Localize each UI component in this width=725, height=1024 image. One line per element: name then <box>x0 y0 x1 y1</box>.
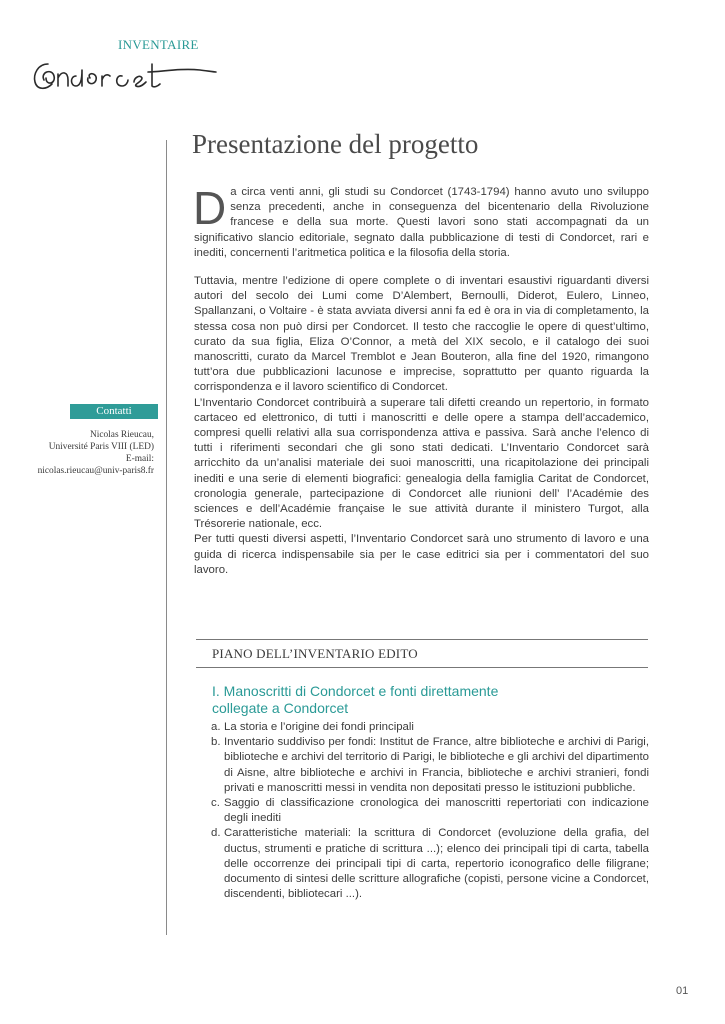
list-marker: a. <box>211 721 221 733</box>
page-title: Presentazione del progetto <box>192 129 479 159</box>
list-text: Caratteristiche materiali: la scrittura di Condorcet (evoluzione della grafia, del ductus, strumenti e pratiche di scrittura ...); elenco dei principali tipi di carta, tabella delle occorrenze dei principali tipi di carta, repertorio iconografico delle filigrane; documento di sintesi delle scritture allografiche (copisti, persone vicine a Condorcet, discendenti, bibliotecari ...). <box>224 827 649 901</box>
contact-email-link[interactable]: nicolas.rieucau@univ-paris8.fr <box>37 466 154 476</box>
list-item <box>211 826 649 902</box>
intro-paragraph-2: Tuttavia, mentre l’edizione di opere complete o di inventari esaustivi riguardanti diversi autori del secolo dei Lumi come D’Alembert, Bernoulli, Diderot, Eulero, Linneo, Spallanzani, o Voltaire - è stata avviata diversi anni fa ed è ora in via di completamento, la stessa cosa non può dirsi per Condorcet. Il testo che raccoglie le opere di quest’ultimo, curato da sua figlia, Eliza O’Connor, a metà del XIX secolo, e il catalogo dei suoi manoscritti, curato da Marcel Tremblot e Jean Bouteron, alla fine del 1920, rimangono tutt’ora due pubblicazioni lacunose e imprecise, soprattutto per quanto riguarda la corrispondenza e il lavoro scientifico di Condorcet. <box>194 275 649 394</box>
page-number: 01 <box>676 985 689 997</box>
contact-info <box>0 429 154 477</box>
plan-bottom-rule <box>196 667 648 668</box>
list-item <box>211 720 649 735</box>
header-label: INVENTAIRE <box>118 37 199 52</box>
list-item <box>211 735 649 796</box>
plan-top-rule <box>196 639 648 640</box>
intro-paragraph-1-text: a circa venti anni, gli studi su Condorcet (1743-1794) hanno avuto uno sviluppo senza precedenti, anche in conseguenza del bicentenario della Rivoluzione francese e della sua morte. Questi lavori sono stati accompagnati da un significativo slancio editoriale, segnato dalla pubblicazione di testi di Condorcet, rari e inediti, concernenti l’aritmetica politica e la filosofia della storia. <box>194 186 649 259</box>
vertical-divider <box>166 140 167 935</box>
contact-affiliation: Université Paris VIII (LED) <box>48 442 154 452</box>
intro-paragraph-3: L’Inventario Condorcet contribuirà a superare tali difetti creando un repertorio, in formato cartaceo ed elettronico, di tutti i manoscritti e delle opere a stampa dell’accademico, compresi quelli relativi alla sua corrispondenza attiva e passiva. Sarà anche l’elenco di tutti i riferimenti secondari che gli sono stati dedicati. L’Inventario Condorcet sarà arricchito da un’analisi materiale dei suoi manoscritti, una ricapitolazione dei principali inediti e una serie di elementi biografici: genealogia della famiglia Caritat de Condorcet, cronologia generale, partecipazione di Condorcet alle riunioni dell’ l’Académie des sciences e dell’Académie française le sue attività durante il ministero Turgot, alla Trésorerie nationale, ecc. <box>194 396 649 531</box>
plan-title: PIANO DELL’INVENTARIO EDITO <box>212 646 418 661</box>
list-text: Saggio di classificazione cronologica dei manoscritti repertoriati con indicazione degli inediti <box>224 797 649 825</box>
list-marker: c. <box>211 797 220 810</box>
section-heading: I. Manoscritti di Condorcet e fonti direttamente collegate a Condorcet <box>212 683 499 716</box>
contact-email-label: E-mail: <box>125 454 154 464</box>
drop-cap: D <box>193 182 227 234</box>
intro-text <box>193 182 649 578</box>
list-text: Inventario suddiviso per fondi: Institut de France, altre biblioteche e archivi di Parigi, biblioteche e archivi del territorio di Parigi, le biblioteche e gli archivi del dipartimento di Aisne, altre biblioteche e archivi in Francia, biblioteche e archivi stranieri, fondi privati e manoscritti messi in vendita non depositati presso le istituzioni pubbliche. <box>224 736 649 794</box>
list-marker: d. <box>211 827 221 840</box>
list-item <box>211 796 649 826</box>
contact-name: Nicolas Rieucau, <box>89 430 154 440</box>
list-marker: b. <box>211 736 221 749</box>
list-text: La storia e l’origine dei fondi principali <box>224 721 414 733</box>
plan-list <box>211 720 649 902</box>
intro-paragraph-4: Per tutti questi diversi aspetti, l’Inventario Condorcet sarà uno strumento di lavoro e una guida di ricerca indispensabile sia per le case editrici sia per i commentatori del suo lavoro. <box>194 533 649 576</box>
contact-badge: Contatti <box>70 404 158 419</box>
intro-paragraph-1 <box>193 182 649 261</box>
condorcet-signature-logo <box>30 50 220 100</box>
